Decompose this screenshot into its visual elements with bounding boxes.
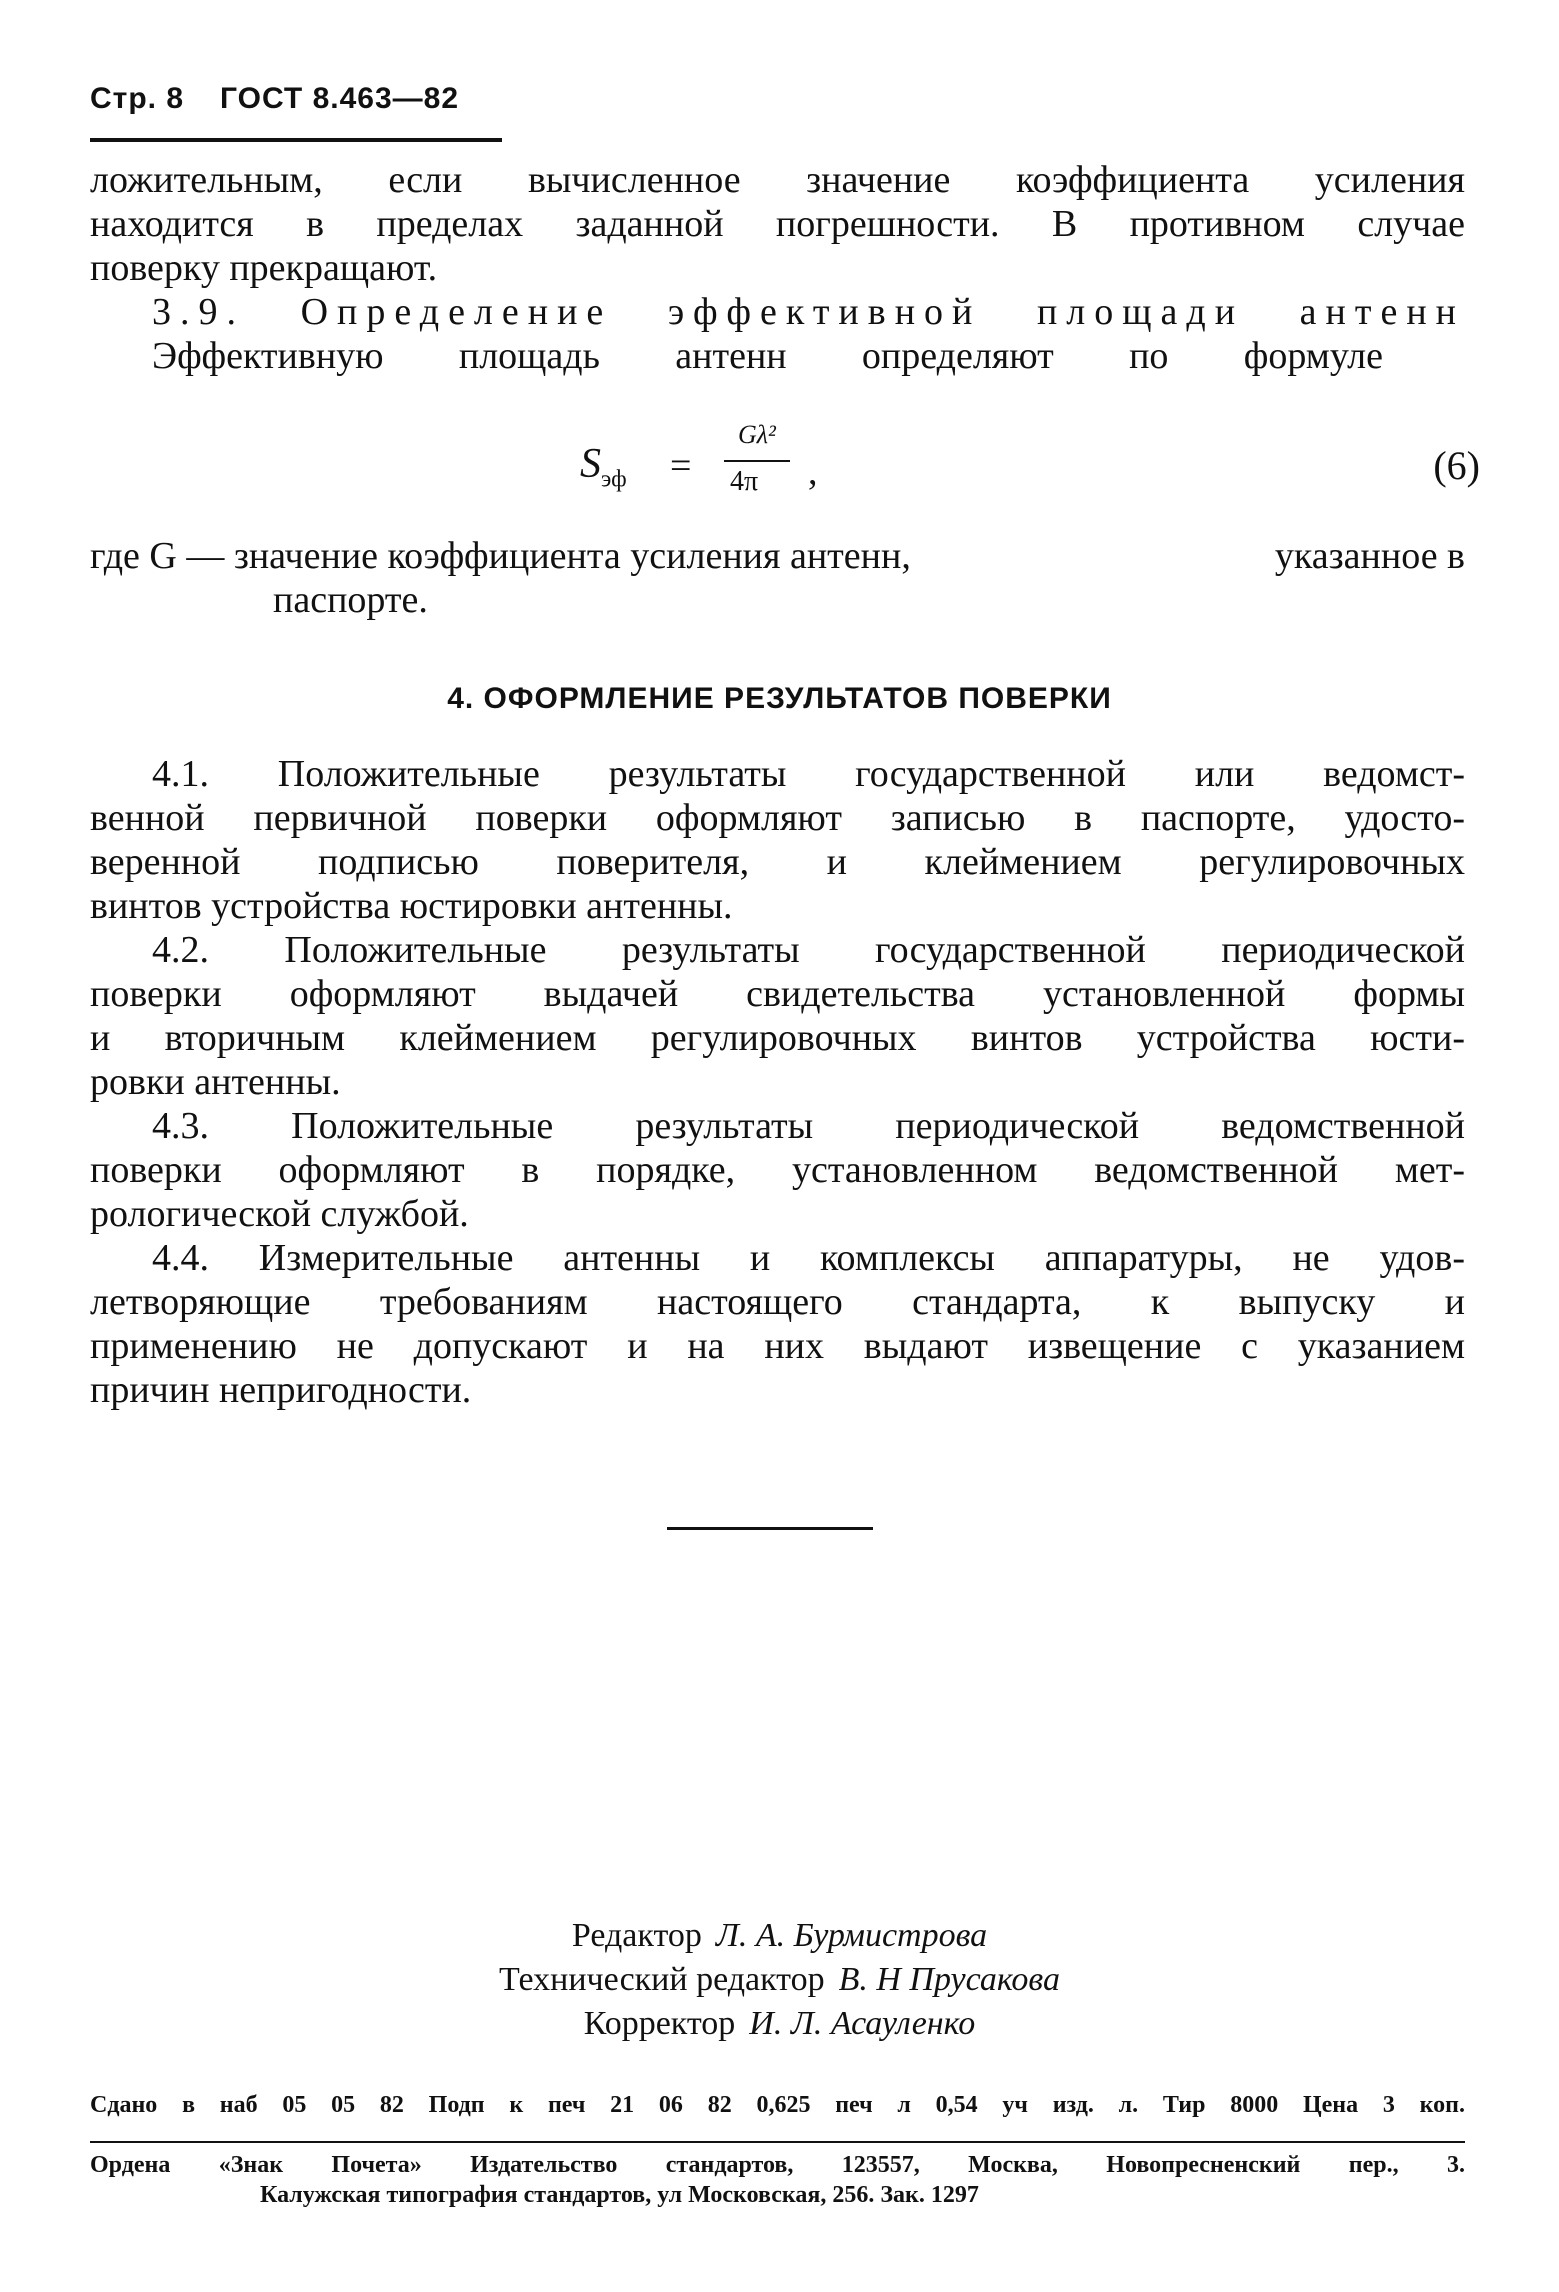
page-number: Стр. 8 [90,82,185,115]
footer-line-1: Ордена «Знак Почета» Издательство стандартов, 123557, Москва, Новопресненский пер., 3. [90,2152,1465,2178]
text-line: веренной подписью поверителя, и клеймением регулировочных [90,841,1465,883]
credit-tech-editor: Технический редактор В. Н Прусакова [499,1961,1060,1998]
standard-code: ГОСТ 8.463—82 [220,82,460,115]
where-line-1a: где G — значение коэффициента усиления антенн, [90,535,911,577]
text-line: поверку прекращают. [90,247,438,289]
text-line: 4.3. Положительные результаты периодической ведомственной [152,1105,1465,1147]
print-imprint: Сдано в наб 05 05 82 Подп к печ 21 06 82 0,625 печ л 0,54 уч изд. л. Тир 8000 Цена 3 коп. [90,2092,1465,2118]
formula-subscript: эф [601,466,627,493]
formula-numerator: Gλ² [738,420,776,449]
text-line: винтов устройства юстировки антенны. [90,885,733,927]
end-rule [667,1527,873,1530]
footer-line-2: Калужская типография стандартов, ул Московская, 256. Зак. 1297 [260,2182,979,2208]
formula-where [90,534,1465,622]
text-line: и вторичным клеймением регулировочных винтов устройства юсти- [90,1017,1465,1059]
where-line-1b: указанное в [1274,535,1465,577]
text-line: причин непригодности. [90,1369,472,1411]
formula-denominator: 4π [730,466,759,497]
fraction-bar [724,460,790,462]
credits [0,1914,1559,2046]
footer-rule [90,2141,1465,2143]
credit-editor: Редактор Л. А. Бурмистрова [571,1917,988,1954]
text-line: поверки оформляют выдачей свидетельства установленной формы [90,973,1465,1015]
formula-6 [580,420,1480,514]
formula-comma: , [808,451,818,493]
section-4-body [90,752,1465,1412]
text-line: рологической службой. [90,1193,469,1235]
text-line: применению не допускают и на них выдают извещение с указанием [90,1325,1465,1367]
section-3-9-heading: 3.9. Определение эффективной площади антенн [152,291,1465,333]
formula-equals: = [670,445,692,487]
section-3-9-text: Эффективную площадь антенн определяют по формуле [152,335,1383,377]
text-line: 4.4. Измерительные антенны и комплексы аппаратуры, не удов- [152,1237,1465,1279]
text-line: ровки антенны. [90,1061,341,1103]
text-line: находится в пределах заданной погрешности. В противном случае [90,203,1465,245]
credit-corrector: Корректор И. Л. Асауленко [583,2005,976,2042]
text-line: поверки оформляют в порядке, установленном ведомственной мет- [90,1149,1465,1191]
header-rule [90,138,502,142]
top-paragraph [90,158,1465,290]
section-4-title: 4. ОФОРМЛЕНИЕ РЕЗУЛЬТАТОВ ПОВЕРКИ [447,682,1112,715]
text-line: 4.1. Положительные результаты государственной или ведомст- [152,753,1465,795]
text-line: ложительным, если вычисленное значение коэффициента усиления [90,159,1465,201]
text-line: 4.2. Положительные результаты государственной периодической [152,929,1465,971]
formula-lhs: $S_{эф}$ [580,441,627,493]
equation-number: (6) [1433,443,1480,488]
text-line: летворяющие требованиям настоящего стандарта, к выпуску и [90,1281,1465,1323]
page-header [90,82,459,116]
section-3-9 [90,290,1465,378]
publisher-footer [90,2150,1465,2210]
text-line: венной первичной поверки оформляют записью в паспорте, удосто- [90,797,1465,839]
where-line-2: паспорте. [273,579,428,621]
